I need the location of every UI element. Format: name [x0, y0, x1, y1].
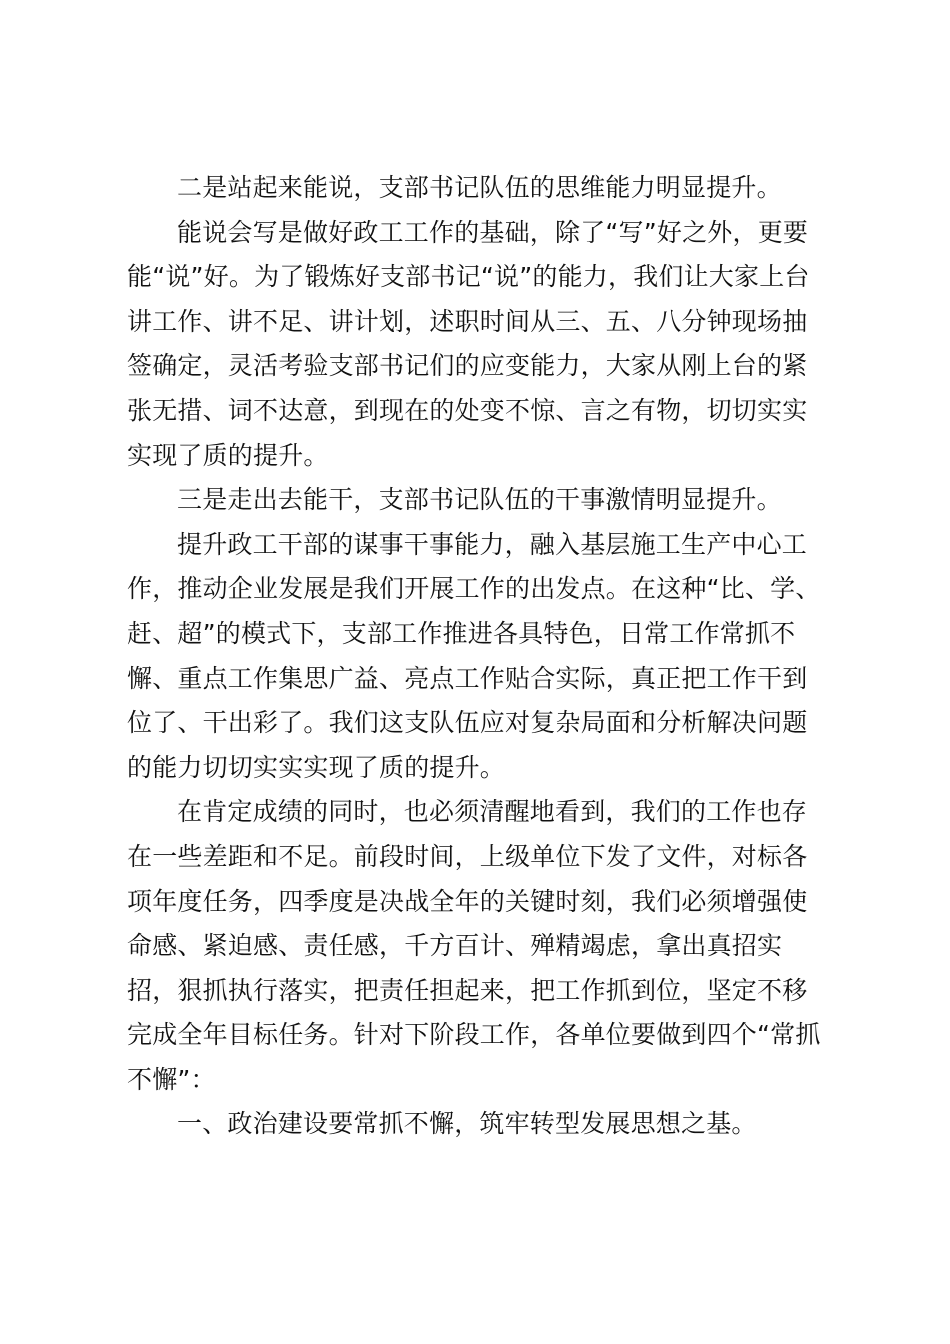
text-line: 赶、超”的模式下，支部工作推进各具特色，日常工作常抓不	[127, 618, 796, 648]
text-line: 位了、干出彩了。我们这支队伍应对复杂局面和分析解决问题	[127, 708, 808, 738]
text-line: 作，推动企业发展是我们开展工作的出发点。在这种“比、学、	[127, 574, 821, 604]
text-line: 能“说”好。为了锻炼好支部书记“说”的能力，我们让大家上台	[127, 262, 810, 292]
text-line: 完成全年目标任务。针对下阶段工作，各单位要做到四个“常抓	[127, 1020, 821, 1050]
text-line: 张无措、词不达意，到现在的处变不惊、言之有物，切切实实	[127, 395, 808, 425]
text-line: 项年度任务，四季度是决战全年的关键时刻，我们必须增强使	[127, 886, 808, 916]
text-line: 命感、紧迫感、责任感，千方百计、殚精竭虑，拿出真招实	[127, 931, 783, 961]
text-line: 一、政治建设要常抓不懈，筑牢转型发展思想之基。	[177, 1109, 757, 1139]
text-line: 三是走出去能干，支部书记队伍的干事激情明显提升。	[177, 485, 782, 515]
text-line: 提升政工干部的谋事干事能力，融入基层施工生产中心工	[177, 529, 808, 559]
text-line: 招，狠抓执行落实，把责任担起来，把工作抓到位，坚定不移	[127, 975, 808, 1005]
document-body	[127, 166, 829, 1147]
text-line: 的能力切切实实实现了质的提升。	[127, 752, 506, 782]
text-line: 不懈”：	[127, 1064, 216, 1094]
text-line: 在肯定成绩的同时，也必须清醒地看到，我们的工作也存	[177, 797, 808, 827]
text-line: 实现了质的提升。	[127, 440, 329, 470]
text-line: 在一些差距和不足。前段时间，上级单位下发了文件，对标各	[127, 841, 808, 871]
text-line: 懈、重点工作集思广益、亮点工作贴合实际，真正把工作干到	[127, 663, 808, 693]
text-line: 能说会写是做好政工工作的基础，除了“写”好之外，更要	[177, 217, 809, 247]
text-line: 签确定，灵活考验支部书记们的应变能力，大家从刚上台的紧	[127, 351, 808, 381]
text-line: 二是站起来能说，支部书记队伍的思维能力明显提升。	[177, 173, 782, 202]
text-line: 讲工作、讲不足、讲计划，述职时间从三、五、八分钟现场抽	[127, 306, 808, 336]
